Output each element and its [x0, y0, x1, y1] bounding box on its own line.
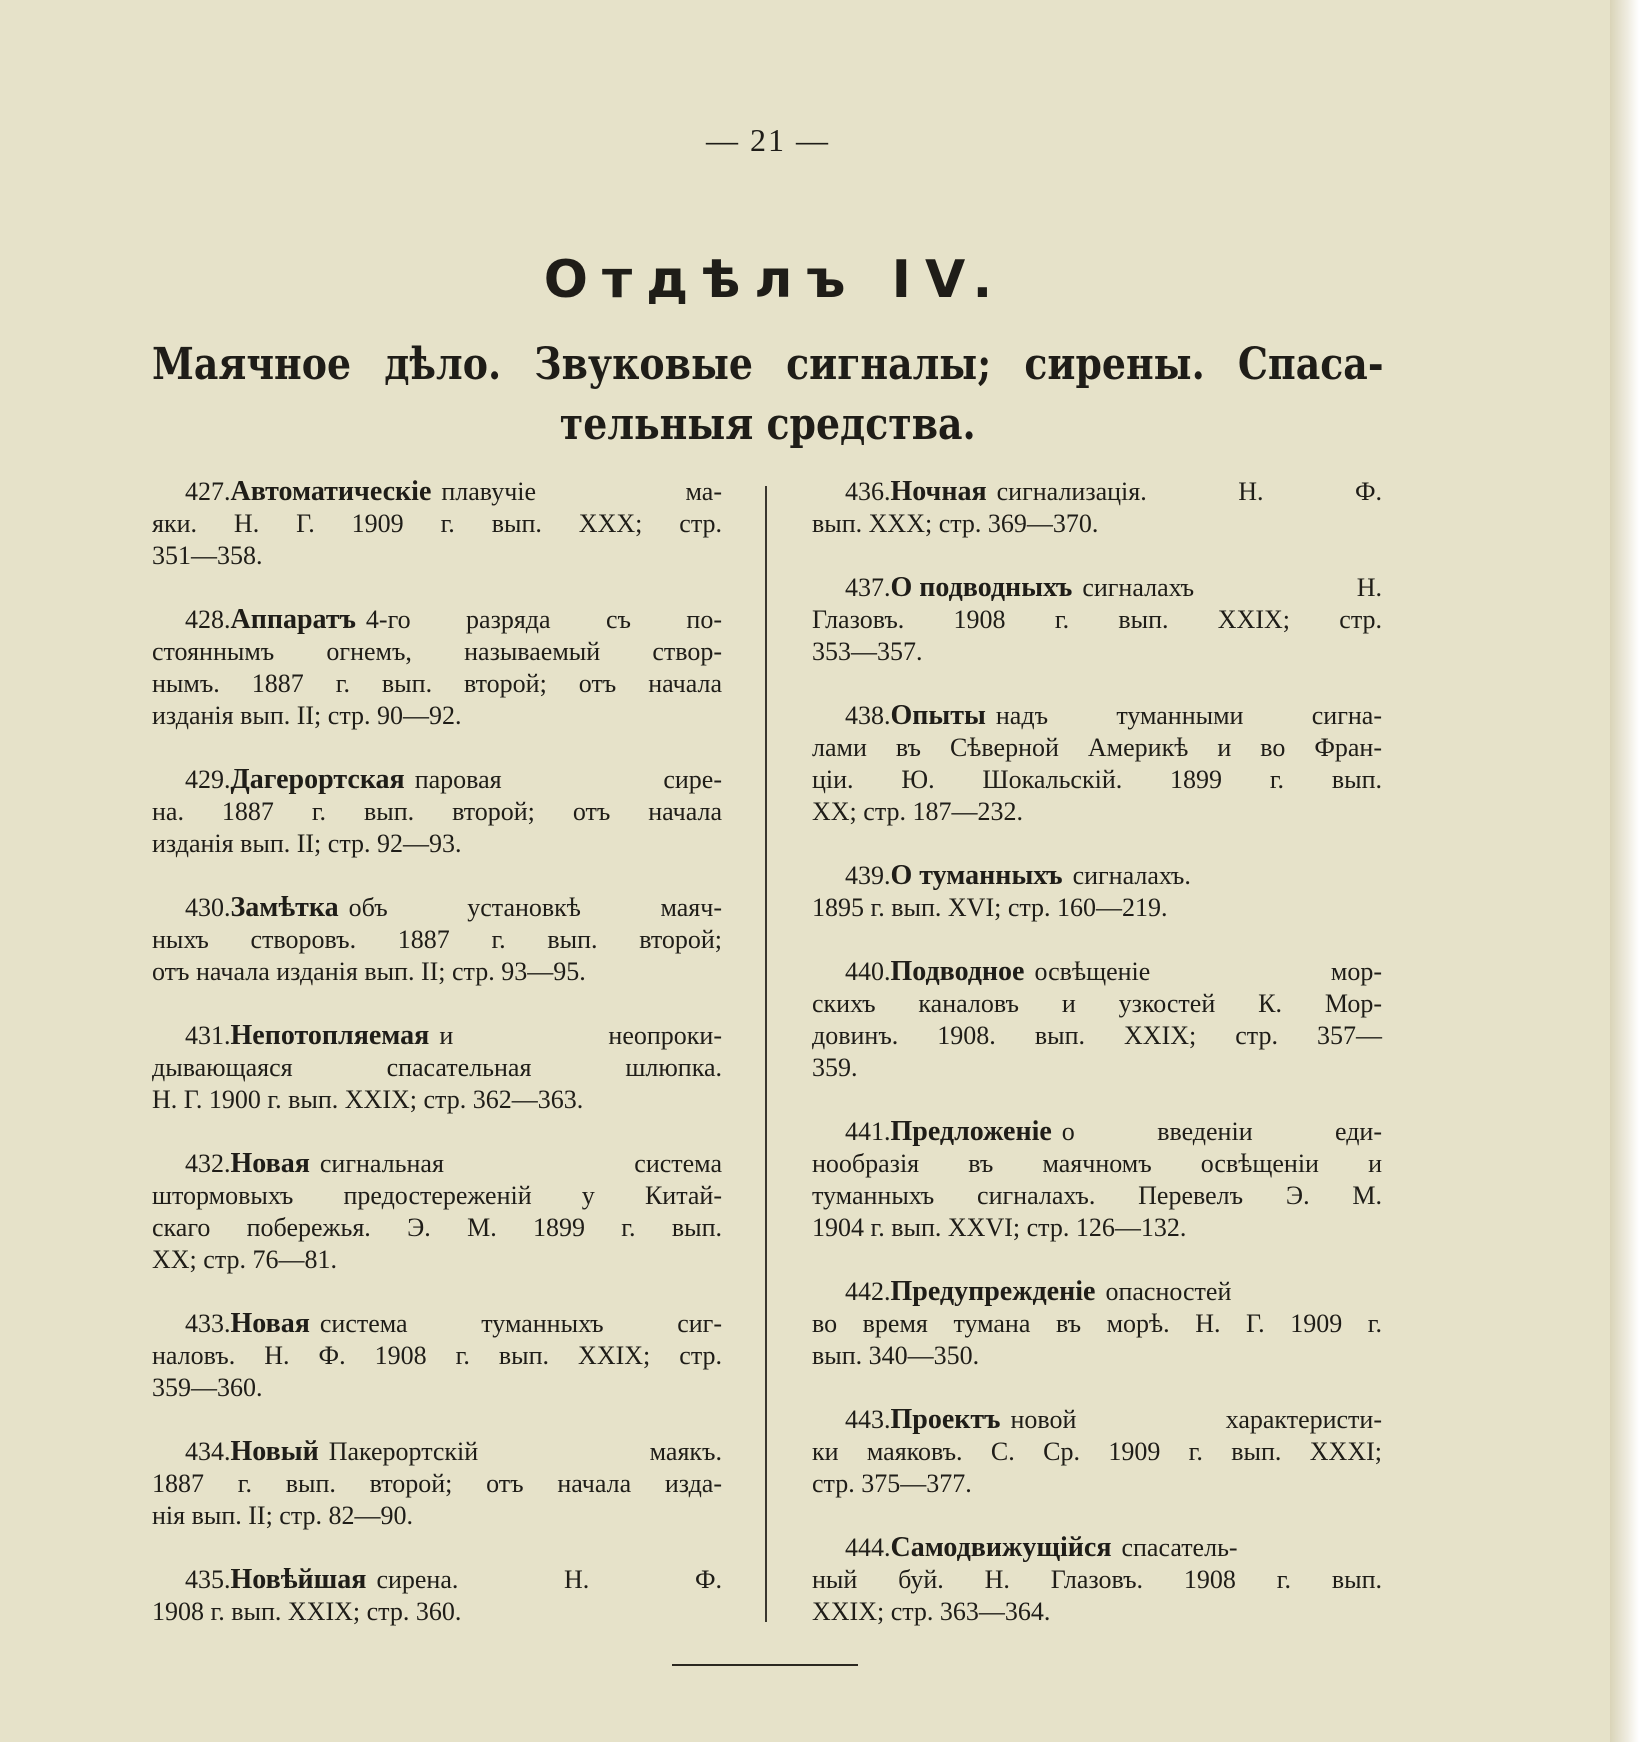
- entry-text: 1908 г. вып. XXIX; стр. 360.: [152, 1597, 462, 1626]
- entry-text: спасатель-: [1121, 1533, 1238, 1562]
- entry-line: [152, 1308, 722, 1340]
- entry-text: 1904 г. вып. XXVI; стр. 126—132.: [812, 1213, 1187, 1242]
- bibliography-entry: [152, 892, 722, 988]
- entry-line: [812, 1404, 1382, 1436]
- entry-line: [812, 1276, 1382, 1308]
- entry-line: [812, 1532, 1382, 1564]
- entry-line: [152, 764, 722, 796]
- entry-line: [152, 636, 722, 668]
- entry-line: [152, 1020, 722, 1052]
- entry-number: 436.: [845, 477, 891, 506]
- entry-line: [152, 956, 722, 988]
- entry-text: и неопроки-: [439, 1021, 722, 1050]
- bibliography-entry: [152, 1564, 722, 1628]
- entry-line: [812, 1212, 1382, 1244]
- entry-text: скихъ каналовъ и узкостей К. Мор-: [812, 989, 1382, 1018]
- entry-keyword: Непотопляемая: [230, 1020, 430, 1051]
- entry-text: отъ начала изданія вып. II; стр. 93—95.: [152, 957, 586, 986]
- entry-text: сирена. Н. Ф.: [376, 1565, 722, 1594]
- entry-text: Н. Г. 1900 г. вып. XXIX; стр. 362—363.: [152, 1085, 584, 1114]
- entry-line: [812, 604, 1382, 636]
- subtitle-line: Маячное дѣло. Звуковые сигналы; сирены. Спаса-: [152, 339, 1384, 390]
- entry-text: о введеніи еди-: [1061, 1117, 1382, 1146]
- entry-number: 438.: [845, 701, 891, 730]
- entry-text: стр. 375—377.: [812, 1469, 972, 1498]
- entry-number: 428.: [185, 605, 231, 634]
- bibliography-entry: [812, 860, 1382, 924]
- bibliography-entry: [812, 956, 1382, 1084]
- entry-line: [812, 1116, 1382, 1148]
- entry-text: 1895 г. вып. XVI; стр. 160—219.: [812, 893, 1168, 922]
- entry-text: сигналахъ.: [1072, 861, 1191, 890]
- entry-text: 359—360.: [152, 1373, 263, 1402]
- entry-text: нообразія въ маячномъ освѣщеніи и: [812, 1149, 1382, 1178]
- entry-number: 443.: [845, 1405, 891, 1434]
- entry-line: [152, 924, 722, 956]
- entry-line: [152, 1052, 722, 1084]
- entry-line: [812, 1308, 1382, 1340]
- entry-line: [152, 540, 722, 572]
- entry-line: [152, 1596, 722, 1628]
- entry-keyword: Дагерортская: [230, 764, 405, 795]
- entry-line: [812, 572, 1382, 604]
- entry-text: 353—357.: [812, 637, 923, 666]
- left-column: [152, 476, 722, 1660]
- entry-line: [812, 1564, 1382, 1596]
- entry-number: 432.: [185, 1149, 231, 1178]
- entry-line: [812, 732, 1382, 764]
- entry-line: [812, 1052, 1382, 1084]
- entry-keyword: О подводныхъ: [890, 572, 1073, 603]
- entry-keyword: Новѣйшая: [230, 1564, 367, 1595]
- entry-text: нія вып. II; стр. 82—90.: [152, 1501, 414, 1530]
- entry-line: [152, 828, 722, 860]
- entry-line: [812, 1148, 1382, 1180]
- entry-number: 431.: [185, 1021, 231, 1050]
- entry-line: [812, 1436, 1382, 1468]
- bibliography-entry: [812, 700, 1382, 828]
- entry-line: [812, 508, 1382, 540]
- bibliography-entry: [812, 1276, 1382, 1372]
- entry-text: плавучіе ма-: [441, 477, 722, 506]
- entry-line: [152, 1500, 722, 1532]
- bibliography-entry: [152, 764, 722, 860]
- entry-text: XXIX; стр. 363—364.: [812, 1597, 1051, 1626]
- entry-keyword: Ночная: [890, 476, 987, 507]
- entry-line: [812, 1180, 1382, 1212]
- entry-number: 429.: [185, 765, 231, 794]
- bibliography-entry: [812, 476, 1382, 540]
- entry-keyword: Аппаратъ: [230, 604, 356, 635]
- entry-line: [812, 892, 1382, 924]
- entry-text: Пакерортскій маякъ.: [328, 1437, 722, 1466]
- entry-text: на. 1887 г. вып. второй; отъ начала: [152, 797, 722, 826]
- bibliography-entry: [152, 476, 722, 572]
- bibliography-entry: [152, 604, 722, 732]
- entry-text: яки. Н. Г. 1909 г. вып. XXX; стр.: [152, 509, 722, 538]
- entry-text: дывающаяся спасательная шлюпка.: [152, 1053, 722, 1082]
- bibliography-entry: [152, 1020, 722, 1116]
- entry-number: 427.: [185, 477, 231, 506]
- bibliography-entry: [152, 1436, 722, 1532]
- entry-line: [152, 1340, 722, 1372]
- entry-line: [152, 1564, 722, 1596]
- entry-keyword: Самодвижущійся: [890, 1532, 1112, 1563]
- entry-line: [152, 604, 722, 636]
- entry-line: [152, 476, 722, 508]
- entry-line: [812, 1468, 1382, 1500]
- section-title: Отдѣлъ IV.: [543, 250, 1007, 310]
- entry-line: [812, 764, 1382, 796]
- bibliography-entry: [812, 1116, 1382, 1244]
- bibliography-entry: [152, 1148, 722, 1276]
- entry-line: [152, 1180, 722, 1212]
- entry-text: опасностей: [1105, 1277, 1232, 1306]
- entry-line: [812, 636, 1382, 668]
- entry-line: [152, 508, 722, 540]
- entry-line: [152, 1436, 722, 1468]
- entry-keyword: Новый: [230, 1436, 319, 1467]
- entry-line: [152, 1468, 722, 1500]
- bibliography-entry: [152, 1308, 722, 1404]
- entry-text: изданія вып. II; стр. 90—92.: [152, 701, 462, 730]
- entry-keyword: Автоматическіе: [230, 476, 432, 507]
- entry-text: освѣщеніе мор-: [1034, 957, 1382, 986]
- entry-line: [152, 1148, 722, 1180]
- entry-number: 442.: [845, 1277, 891, 1306]
- entry-text: система туманныхъ сиг-: [319, 1309, 722, 1338]
- entry-text: 351—358.: [152, 541, 263, 570]
- entry-line: [152, 892, 722, 924]
- entry-text: изданія вып. II; стр. 92—93.: [152, 829, 462, 858]
- entry-text: 359.: [812, 1053, 858, 1082]
- entry-text: XX; стр. 187—232.: [812, 797, 1023, 826]
- entry-text: ки маяковъ. С. Ср. 1909 г. вып. XXXI;: [812, 1437, 1382, 1466]
- section-subtitle: [152, 335, 1384, 455]
- bibliography-entry: [812, 1404, 1382, 1500]
- entry-line: [152, 1372, 722, 1404]
- entry-number: 444.: [845, 1533, 891, 1562]
- entry-text: новой характеристи-: [1010, 1405, 1382, 1434]
- entry-text: сигналахъ Н.: [1082, 573, 1382, 602]
- entry-text: сигнализація. Н. Ф.: [996, 477, 1382, 506]
- entry-line: [152, 1244, 722, 1276]
- entry-text: нымъ. 1887 г. вып. второй; отъ начала: [152, 669, 722, 698]
- entry-text: ныхъ створовъ. 1887 г. вып. второй;: [152, 925, 722, 954]
- entry-number: 434.: [185, 1437, 231, 1466]
- entry-text: объ установкѣ маяч-: [348, 893, 722, 922]
- entry-line: [812, 1020, 1382, 1052]
- entry-text: XX; стр. 76—81.: [152, 1245, 337, 1274]
- entry-text: ціи. Ю. Шокальскій. 1899 г. вып.: [812, 765, 1382, 794]
- entry-keyword: Предложеніе: [890, 1116, 1052, 1147]
- entry-number: 433.: [185, 1309, 231, 1338]
- entry-text: туманныхъ сигналахъ. Перевелъ Э. М.: [812, 1181, 1382, 1210]
- entry-text: надъ туманными сигна-: [995, 701, 1382, 730]
- entry-keyword: Подводное: [890, 956, 1025, 987]
- end-rule: [672, 1664, 858, 1666]
- entry-number: 437.: [845, 573, 891, 602]
- entry-keyword: О туманныхъ: [890, 860, 1063, 891]
- entry-text: 1887 г. вып. второй; отъ начала изда-: [152, 1469, 722, 1498]
- entry-line: [812, 956, 1382, 988]
- entry-line: [812, 1340, 1382, 1372]
- entry-text: 4-го разряда съ по-: [365, 605, 722, 634]
- entry-number: 441.: [845, 1117, 891, 1146]
- entry-keyword: Замѣтка: [230, 892, 339, 923]
- entry-keyword: Проектъ: [890, 1404, 1001, 1435]
- entry-line: [812, 988, 1382, 1020]
- entry-keyword: Опыты: [890, 700, 986, 731]
- entry-keyword: Предупрежденіе: [890, 1276, 1096, 1307]
- entry-line: [152, 1212, 722, 1244]
- entry-text: Глазовъ. 1908 г. вып. XXIX; стр.: [812, 605, 1382, 634]
- column-divider: [765, 486, 767, 1622]
- entry-text: во время тумана въ морѣ. Н. Г. 1909 г.: [812, 1309, 1382, 1338]
- entry-keyword: Новая: [230, 1148, 310, 1179]
- entry-keyword: Новая: [230, 1308, 310, 1339]
- entry-text: скаго побережья. Э. М. 1899 г. вып.: [152, 1213, 722, 1242]
- entry-number: 430.: [185, 893, 231, 922]
- entry-text: ный буй. Н. Глазовъ. 1908 г. вып.: [812, 1565, 1382, 1594]
- entry-line: [152, 700, 722, 732]
- entry-line: [152, 796, 722, 828]
- bibliography-entry: [812, 572, 1382, 668]
- right-column: [812, 476, 1382, 1660]
- entry-line: [812, 796, 1382, 828]
- page-number: — 21 —: [706, 122, 830, 158]
- entry-text: довинъ. 1908. вып. XXIX; стр. 357—: [812, 1021, 1382, 1050]
- entry-number: 435.: [185, 1565, 231, 1594]
- entry-text: вып. 340—350.: [812, 1341, 980, 1370]
- entry-line: [812, 700, 1382, 732]
- entry-text: наловъ. Н. Ф. 1908 г. вып. XXIX; стр.: [152, 1341, 722, 1370]
- entry-line: [812, 860, 1382, 892]
- subtitle-line: тельныя средства.: [559, 399, 976, 450]
- entry-line: [812, 1596, 1382, 1628]
- entry-line: [152, 1084, 722, 1116]
- page-edge: [1610, 0, 1639, 1742]
- entry-text: паровая сире-: [414, 765, 722, 794]
- entry-text: штормовыхъ предостереженій у Китай-: [152, 1181, 722, 1210]
- entry-number: 440.: [845, 957, 891, 986]
- entry-line: [812, 476, 1382, 508]
- entry-text: сигнальная система: [319, 1149, 722, 1178]
- entry-text: лами въ Сѣверной Америкѣ и во Фран-: [812, 733, 1382, 762]
- bibliography-entry: [812, 1532, 1382, 1628]
- entry-text: стояннымъ огнемъ, называемый створ-: [152, 637, 722, 666]
- entry-line: [152, 668, 722, 700]
- entry-number: 439.: [845, 861, 891, 890]
- entry-text: вып. XXX; стр. 369—370.: [812, 509, 1099, 538]
